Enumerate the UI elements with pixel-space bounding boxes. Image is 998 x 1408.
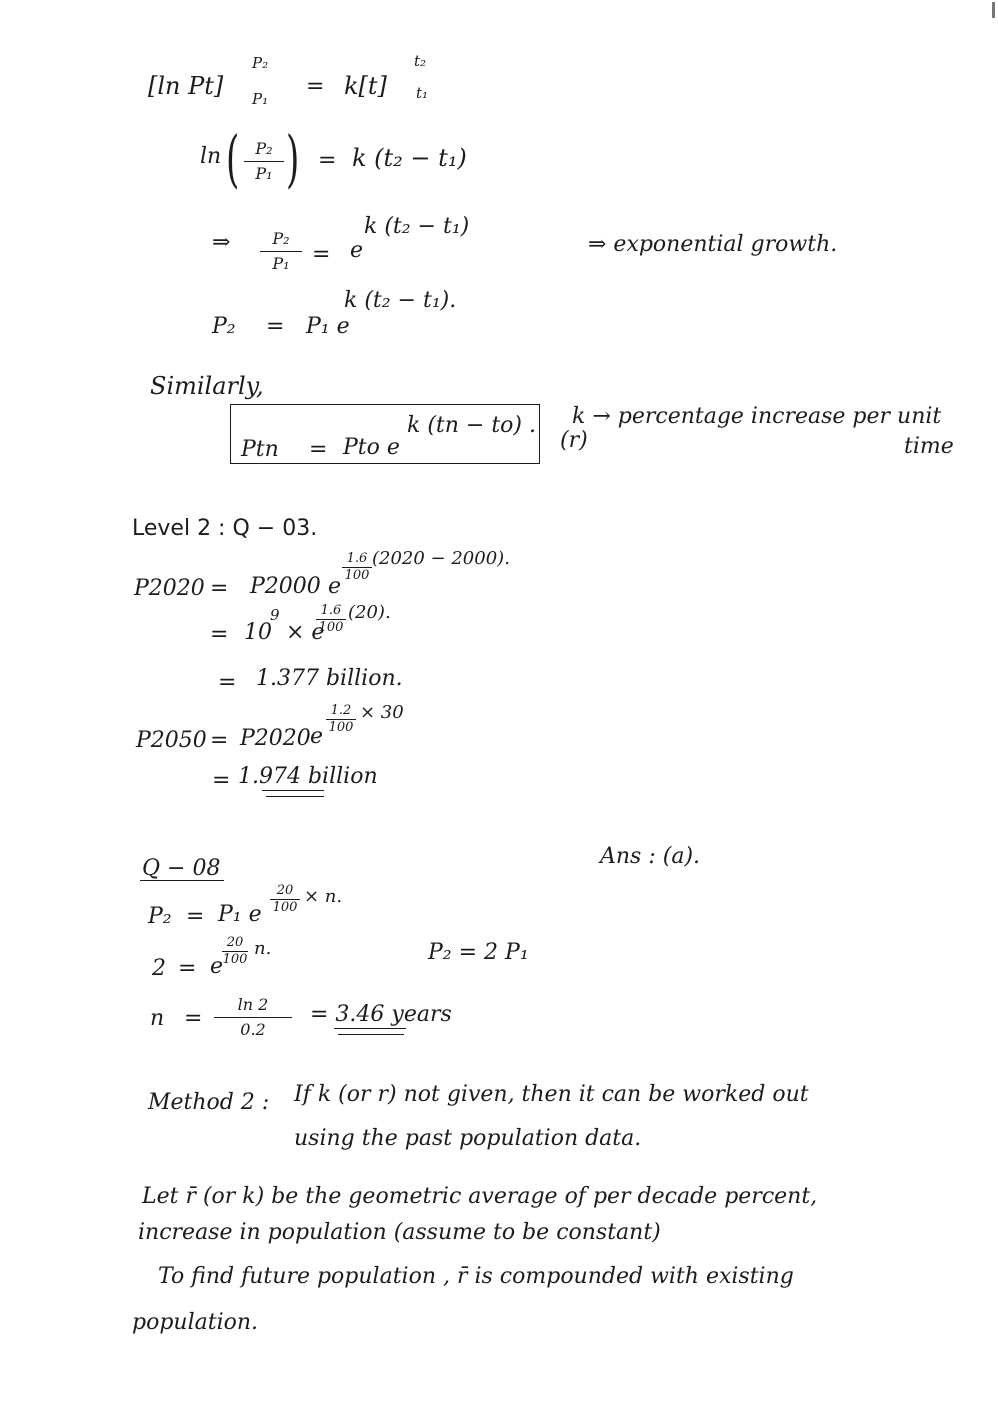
eq2-denominator: P₁ — [255, 163, 273, 183]
p2020-exponent-rest: (2020 − 2000). — [372, 548, 510, 569]
rate-fraction-3-num: 1.2 — [330, 703, 352, 718]
q08-rate-fraction-1-den: 100 — [272, 900, 298, 916]
q08-p2: P₂ — [148, 904, 172, 929]
similarly-label: Similarly, — [150, 372, 264, 400]
eq2-numerator: P₂ — [255, 139, 273, 158]
rate-fraction-2-den: 100 — [318, 620, 344, 636]
eq1-lhs-lower-limit: P₁ — [252, 90, 269, 108]
step2-equals: = — [210, 622, 229, 647]
step5-equals: = — [212, 768, 231, 793]
rate-fraction-2 — [316, 604, 346, 636]
exponential-growth-note: ⇒ exponential growth. — [588, 232, 838, 257]
eq3-fraction — [260, 230, 302, 272]
q08-rate-fraction-2-den: 100 — [222, 952, 248, 968]
eq2-fraction — [244, 140, 284, 182]
q08-exp-rest-1: × n. — [304, 886, 343, 907]
ten-exponent: 9 — [270, 606, 280, 624]
q08-condition: P₂ = 2 P₁ — [428, 940, 529, 965]
rate-fraction-1-num: 1.6 — [346, 551, 368, 566]
result-underline-1 — [262, 790, 324, 791]
boxed-exponent: k (tn − to) . — [407, 413, 536, 438]
rate-fraction-1 — [342, 552, 372, 584]
p2020-result: 1.377 billion. — [256, 666, 403, 691]
level-heading: Level 2 : Q − 03. — [132, 516, 318, 541]
eq3-exponent: k (t₂ − t₁) — [364, 214, 470, 239]
boxed-equals: = — [309, 437, 328, 462]
q08-ln-numerator: ln 2 — [237, 995, 269, 1014]
result-underline-2 — [266, 796, 324, 797]
q08-result: = 3.46 years — [310, 1002, 452, 1027]
q08-rate-fraction-2-num: 20 — [226, 935, 244, 950]
eq1-rhs-upper-limit: t₂ — [414, 52, 427, 70]
rate-fraction-1-den: 100 — [344, 568, 370, 584]
p2000-label: P2000 — [250, 574, 321, 599]
q08-ln-fraction-bar — [214, 1017, 292, 1018]
method-2-line-2: using the past population data. — [294, 1126, 642, 1151]
p2050-label: P2050 — [136, 728, 207, 753]
p2020-equals: = — [210, 576, 229, 601]
r-symbol-note: (r) — [560, 428, 588, 453]
eq1-equals: = — [306, 74, 325, 99]
q08-p1e: P₁ e — [218, 902, 262, 927]
eq3-numerator: P₂ — [272, 229, 290, 248]
scan-edge-mark — [992, 2, 995, 18]
eq1-rhs: k[t] — [344, 72, 387, 100]
q08-rate-fraction-1 — [270, 884, 300, 916]
ten-base: 10 — [244, 620, 272, 645]
boxed-lhs: Ptn — [241, 437, 279, 462]
p2050-exponent-rest: × 30 — [360, 702, 404, 723]
eq3-implies-arrow: ⇒ — [212, 230, 231, 255]
rate-fraction-3-den: 100 — [328, 720, 354, 736]
q08-rate-fraction-1-num: 20 — [276, 883, 294, 898]
rate-fraction-2-num: 1.6 — [320, 603, 342, 618]
boxed-rhs: Pto e — [343, 435, 400, 460]
eq3-fraction-bar — [260, 251, 302, 252]
q08-answer: Ans : (a). — [600, 844, 701, 869]
q08-n: n — [150, 1006, 165, 1031]
method-2-label: Method 2 : — [148, 1090, 270, 1115]
eq2-close-paren: ) — [286, 122, 300, 195]
q08-eq2: = — [178, 956, 197, 981]
q08-result-underline-1 — [334, 1028, 406, 1029]
step2-exponent-rest: (20). — [348, 602, 391, 623]
eq4-rhs: P₁ e — [306, 314, 350, 339]
eq4-exponent: k (t₂ − t₁). — [344, 288, 457, 313]
eq1-lhs-upper-limit: P₂ — [252, 54, 269, 72]
eq2-ln: ln — [200, 144, 222, 169]
eq1-lhs: [ln Pt] — [148, 72, 224, 100]
eq3-equals: = — [312, 242, 331, 267]
eq2-equals: = — [318, 148, 337, 173]
p2050-result: 1.974 billion — [238, 764, 378, 789]
q08-ln-fraction — [214, 996, 292, 1038]
eq3-denominator: P₁ — [272, 253, 290, 273]
q08-two: 2 — [152, 956, 166, 981]
p2020-ref: P2020 — [240, 726, 311, 751]
boxed-general-formula — [230, 404, 540, 464]
eq2-open-paren: ( — [226, 122, 240, 195]
k-definition-note: k → percentage increase per unit — [572, 404, 942, 429]
q08-exp-rest-2: n. — [254, 938, 272, 959]
method-2-line-1: If k (or r) not given, then it can be worked out — [294, 1082, 809, 1107]
q08-rate-fraction-2 — [222, 936, 248, 968]
eq3-base: e — [350, 238, 364, 263]
q08-result-underline-2 — [338, 1034, 404, 1035]
time-note: time — [904, 434, 954, 459]
p2020-label: P2020 — [134, 576, 205, 601]
method-2-line-3: Let r̄ (or k) be the geometric average of per decade percent, — [142, 1184, 818, 1209]
eq2-rhs: k (t₂ − t₁) — [352, 144, 467, 172]
q08-ln-denominator: 0.2 — [240, 1019, 266, 1039]
q08-eq3: = — [184, 1006, 203, 1031]
times-e: × e — [286, 620, 325, 645]
q08-heading-underline — [140, 880, 224, 881]
q08-heading: Q − 08 — [142, 856, 221, 881]
p2020-exp-base: e — [328, 574, 342, 599]
method-2-line-6: population. — [132, 1310, 259, 1335]
eq4-lhs: P₂ — [212, 314, 236, 339]
p2050-equals: = — [210, 728, 229, 753]
eq4-equals: = — [266, 314, 285, 339]
eq2-fraction-bar — [244, 161, 284, 162]
method-2-line-4: increase in population (assume to be constant) — [138, 1220, 661, 1245]
q08-eq1: = — [186, 904, 205, 929]
q08-e: e — [210, 954, 224, 979]
step3-equals: = — [218, 670, 237, 695]
eq1-rhs-lower-limit: t₁ — [416, 84, 429, 102]
method-2-line-5: To find future population , r̄ is compounded with existing — [158, 1264, 794, 1289]
rate-fraction-3 — [326, 704, 356, 736]
p2050-exp-base: e — [310, 724, 324, 749]
